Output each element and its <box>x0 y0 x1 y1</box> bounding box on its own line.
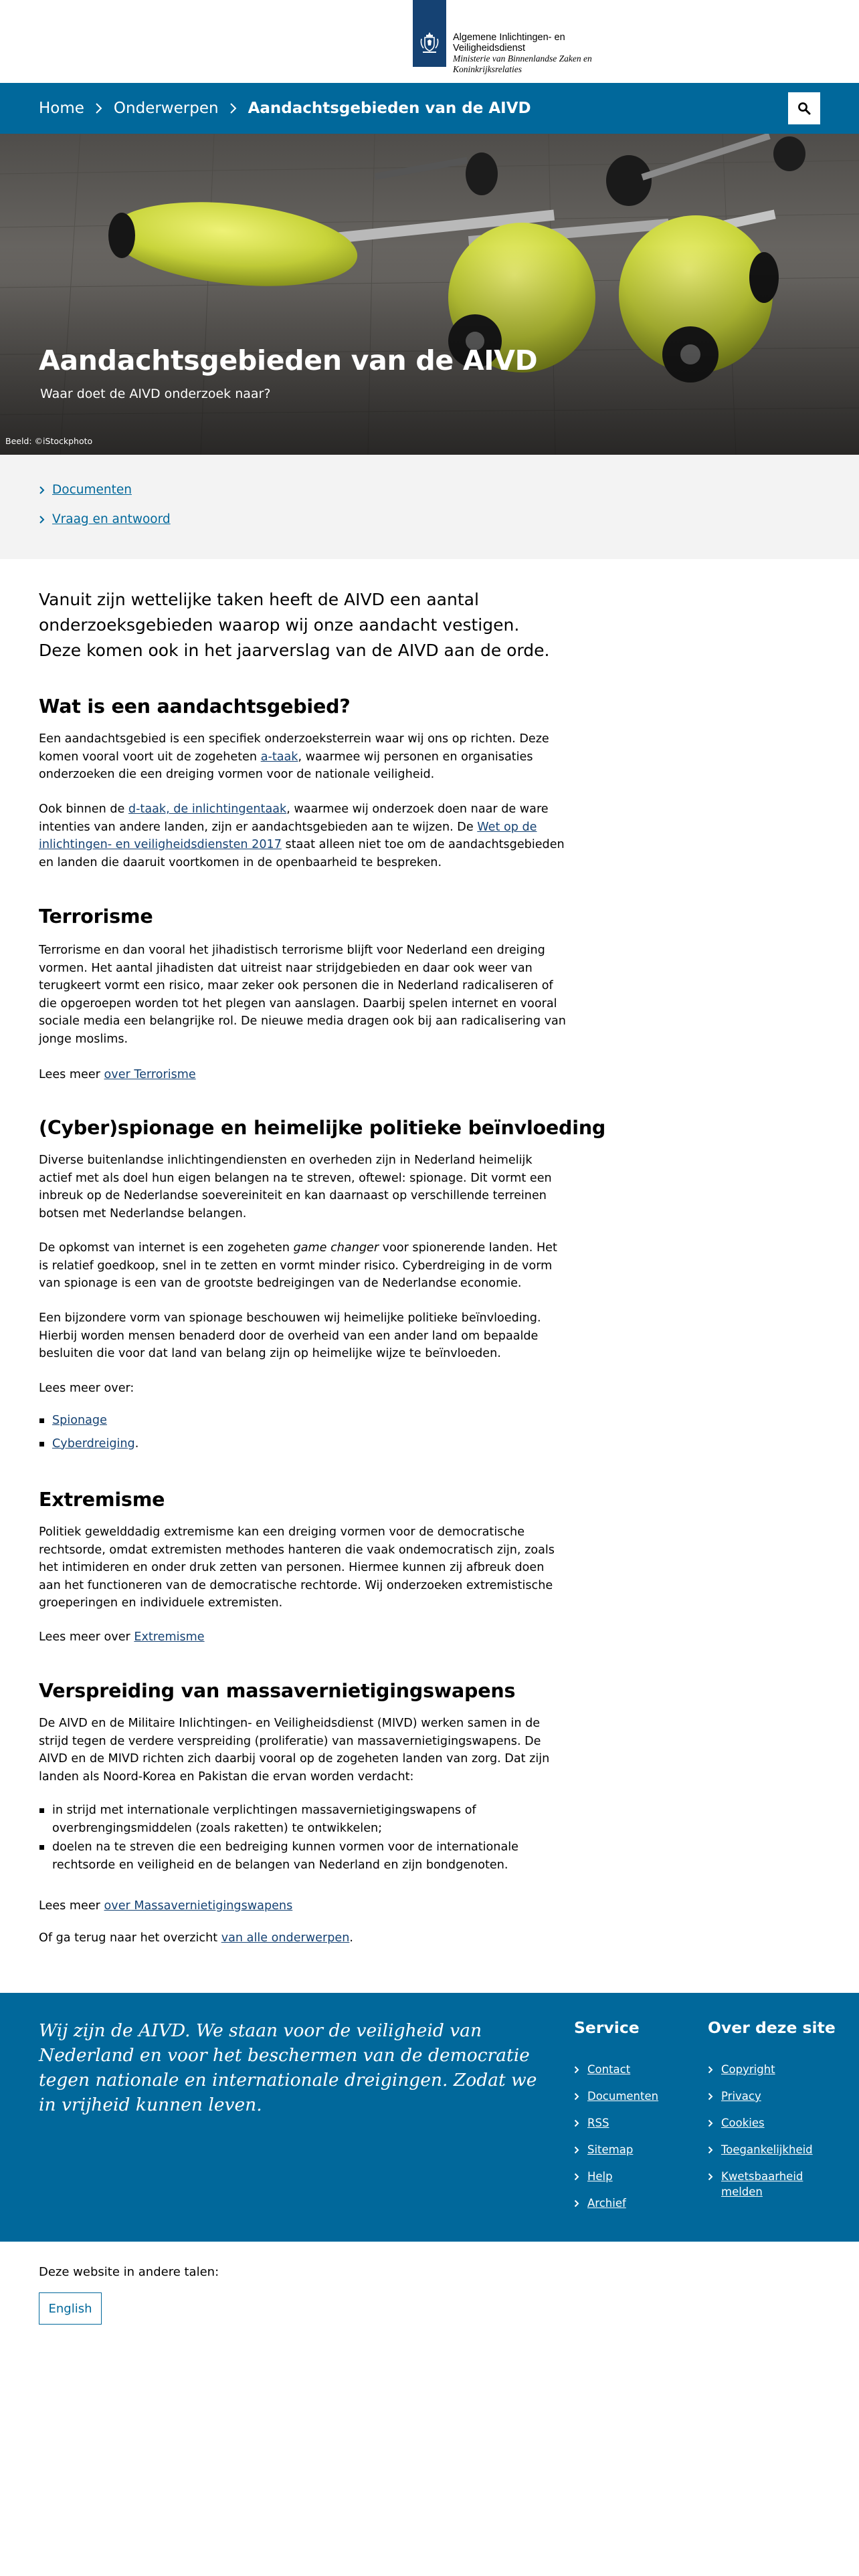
link-wiv-2017[interactable]: Wet op de inlichtingen- en veiligheidsdiensten 2017 <box>39 820 537 851</box>
list-item: in strijd met internationale verplichtingen massavernietigingswapens of overbrengingsmiddelen (zoals raketten) te ontwikkelen; <box>39 1802 567 1837</box>
languages-label: Deze website in andere talen: <box>39 2265 219 2279</box>
link-cyberdreiging[interactable]: Cyberdreiging <box>52 1436 135 1451</box>
breadcrumb-topics[interactable]: Onderwerpen <box>113 100 219 117</box>
heading-terrorism: Terrorisme <box>39 905 153 928</box>
text: Een aandachtsgebied is een specifiek onderzoeksterrein waar wij ons op richten. Deze komen vooral voort uit de zogeheten <box>39 732 549 764</box>
text: Lees meer over <box>39 1630 134 1644</box>
wmd-read-more <box>39 1897 567 1915</box>
footer-link-label: Help <box>587 2170 613 2183</box>
text: . <box>349 1931 353 1945</box>
footer-link[interactable] <box>708 2115 822 2131</box>
footer-link[interactable] <box>708 2062 822 2077</box>
text: Lees meer <box>39 1899 104 1913</box>
extremism-paragraph: Politiek gewelddadig extremisme kan een dreiging vormen voor de democratische rechtsorde, omdat extremisten methodes hanteren die vaak ondemocratisch zijn, zoals het intimideren en onder druk zetten van personen. Hiermee kunnen zij afbreuk doen aan het functioneren van de democratische rechtorde. Wij onderzoeken extremistische groeperingen en individuele extremisten. <box>39 1525 555 1610</box>
text: voor spionerende landen. Het is relatief goedkoop, snel in te zetten en vormt minder risico. Cyberdreiging in de vorm van spionage is een van de grootste bedreigingen van de Nederlandse economie. <box>39 1241 557 1290</box>
footer-link-label: Archief <box>587 2197 626 2210</box>
chevron-right-icon <box>708 2146 714 2154</box>
chevron-right-icon <box>574 2066 581 2074</box>
footer-link-label: Contact <box>587 2063 631 2076</box>
chevron-right-icon <box>574 2119 581 2127</box>
text: Lees meer <box>39 1068 104 1081</box>
footer-link[interactable] <box>708 2142 822 2157</box>
text: staat alleen niet toe om de aandachtsgebieden en landen die daaruit voortkomen in de openbaarheid te bespreken. <box>39 838 565 869</box>
breadcrumb-home[interactable]: Home <box>39 100 84 117</box>
text: Of ga terug naar het overzicht <box>39 1931 221 1945</box>
ministry-name: Ministerie van Binnenlandse Zaken en Koninkrijksrelaties <box>453 53 592 74</box>
text: , waarmee wij personen en organisaties onderzoeken die een dreiging vormen voor de nationale veiligheid. <box>39 750 533 781</box>
text: , waarmee wij onderzoek doen naar de ware intenties van andere landen, zijn er aandachtsgebieden aan te wijzen. De <box>39 802 549 834</box>
hero-image <box>0 134 859 455</box>
list-item <box>39 1435 567 1453</box>
link-a-taak[interactable]: a-taak <box>260 750 298 764</box>
footer-link-label: Privacy <box>721 2090 761 2103</box>
link-terrorism[interactable]: over Terrorisme <box>104 1068 196 1081</box>
back-to-overview <box>39 1929 567 1947</box>
heading-wmd: Verspreiding van massavernietigingswapens <box>39 1680 516 1702</box>
footer-link[interactable] <box>574 2088 688 2104</box>
what-paragraph-1 <box>39 730 567 784</box>
link-faq-label: Vraag en antwoord <box>52 512 171 526</box>
footer-link-label: Documenten <box>587 2090 659 2103</box>
footer-link[interactable] <box>574 2169 688 2184</box>
text: . <box>134 1436 139 1451</box>
chevron-right-icon <box>39 515 47 524</box>
text: Ook binnen de <box>39 802 128 816</box>
language-english-button[interactable]: English <box>39 2292 102 2325</box>
footer-link[interactable] <box>574 2115 688 2131</box>
emphasis: game changer <box>293 1241 379 1255</box>
footer-link[interactable] <box>708 2088 822 2104</box>
footer-site-title: Over deze site <box>708 2018 836 2037</box>
footer-link[interactable] <box>574 2195 688 2211</box>
espionage-paragraph-3: Een bijzondere vorm van spionage beschouwen wij heimelijke politieke beïnvloeding. Hierbij worden mensen benaderd door de overheid van een ander land om bepaalde besluiten die voor dat land van belang zijn op heimelijke wijze te beïnvloeden. <box>39 1311 541 1360</box>
footer-service-title: Service <box>574 2018 640 2037</box>
espionage-read-more-label: Lees meer over: <box>39 1382 134 1395</box>
footer-link-label: Sitemap <box>587 2143 634 2156</box>
link-all-topics[interactable]: van alle onderwerpen <box>221 1931 350 1945</box>
link-documents-label: Documenten <box>52 483 132 497</box>
footer-link[interactable] <box>708 2169 822 2199</box>
page-title: Aandachtsgebieden van de AIVD <box>39 344 538 377</box>
text: De opkomst van internet is een zogeheten <box>39 1241 294 1255</box>
chevron-right-icon <box>574 2199 581 2208</box>
crest-icon[interactable] <box>419 31 440 55</box>
extremism-read-more <box>39 1628 567 1646</box>
breadcrumb <box>39 99 531 118</box>
logo-text[interactable] <box>453 32 593 75</box>
chevron-right-icon <box>708 2119 714 2127</box>
link-wmd[interactable]: over Massavernietigingswapens <box>104 1899 293 1913</box>
breadcrumb-current: Aandachtsgebieden van de AIVD <box>248 100 531 117</box>
footer-link-label: Kwetsbaarheid melden <box>721 2170 803 2198</box>
footer-link-label: RSS <box>587 2117 609 2129</box>
intro-text: Vanuit zijn wettelijke taken heeft de AIVD een aantal onderzoeksgebieden waarop wij onze aandacht vestigen. Deze komen ook in het jaarverslag van de AIVD aan de orde. <box>39 590 550 660</box>
page-subtitle: Waar doet de AIVD onderzoek naar? <box>40 387 271 401</box>
search-button[interactable] <box>788 92 820 124</box>
list-item: doelen na te streven die een bedreiging kunnen vormen voor de internationale rechtsorde en veiligheid en de belangen van Nederland en zijn bondgenoten. <box>39 1838 567 1874</box>
site-header <box>0 0 859 83</box>
link-faq[interactable] <box>39 512 171 526</box>
list-item <box>39 1412 567 1430</box>
breadcrumb-bar <box>0 83 859 134</box>
heading-extremism: Extremisme <box>39 1489 165 1511</box>
heading-what: Wat is een aandachtsgebied? <box>39 695 351 718</box>
search-icon <box>797 102 811 115</box>
espionage-links <box>39 1412 567 1458</box>
terrorism-paragraph: Terrorisme en dan vooral het jihadistisch terrorisme blijft voor Nederland een dreiging vormen. Het aantal jihadisten dat uitreist naar strijdgebieden en daar ook weer van terugkeert vormt een risico, maar zeker ook personen die in Nederland radicaliseren of die opgeroepen worden tot het plegen van aanslagen. Daarbij spelen internet en vooral sociale media een belangrijke rol. De nieuwe media dragen ook bij aan radicalisering van jonge moslims. <box>39 944 566 1046</box>
chevron-right-icon <box>225 100 242 116</box>
quick-links-panel <box>0 455 859 559</box>
wmd-list <box>39 1802 567 1874</box>
wmd-paragraph: De AIVD en de Militaire Inlichtingen- en Veiligheidsdienst (MIVD) werken samen in de strijd tegen de verdere verspreiding (proliferatie) van massavernietigingswapens. De AIVD en de MIVD richten zich daarbij vooral op de zogeheten landen van zorg. Dat zijn landen als Noord-Korea en Pakistan die ervan worden verdacht: <box>39 1717 550 1784</box>
chevron-right-icon <box>574 2146 581 2154</box>
chevron-right-icon <box>708 2173 714 2181</box>
chevron-right-icon <box>574 2173 581 2181</box>
link-d-taak[interactable]: d-taak, de inlichtingentaak <box>128 802 287 816</box>
footer-link-label: Copyright <box>721 2063 775 2076</box>
image-credit: Beeld: ©iStockphoto <box>5 436 93 446</box>
footer-link[interactable] <box>574 2142 688 2157</box>
heading-espionage: (Cyber)spionage en heimelijke politieke beïnvloeding <box>39 1117 606 1139</box>
footer-link[interactable] <box>574 2062 688 2077</box>
footer-link-label: Toegankelijkheid <box>721 2143 813 2156</box>
espionage-paragraph-1: Diverse buitenlandse inlichtingendiensten en overheden zijn in Nederland heimelijk actief met als doel hun eigen belangen na te streven, oftewel: spionage. Dit vormt een inbreuk op de Nederlandse soevereiniteit en kan daarnaast op verschillende terreinen botsen met Nederlandse belangen. <box>39 1154 552 1220</box>
chevron-right-icon <box>39 486 47 495</box>
footer-link-label: Cookies <box>721 2117 765 2129</box>
espionage-paragraph-2 <box>39 1239 567 1293</box>
footer-mission: Wij zijn de AIVD. We staan voor de veiligheid van Nederland en voor het beschermen van de democratie tegen nationale en internationale dreigingen. Zodat we in vrijheid kunnen leven. <box>39 2020 537 2115</box>
chevron-right-icon <box>91 100 107 116</box>
terrorism-read-more <box>39 1066 567 1084</box>
org-name: Algemene Inlichtingen- en Veiligheidsdienst <box>453 32 565 53</box>
hero-banner <box>0 134 859 455</box>
chevron-right-icon <box>574 2092 581 2101</box>
link-extremism[interactable]: Extremisme <box>134 1630 205 1644</box>
what-paragraph-2 <box>39 800 567 871</box>
chevron-right-icon <box>708 2092 714 2101</box>
link-spionage[interactable]: Spionage <box>52 1414 107 1427</box>
link-documents[interactable] <box>39 483 132 497</box>
chevron-right-icon <box>708 2066 714 2074</box>
site-footer <box>0 1993 859 2242</box>
